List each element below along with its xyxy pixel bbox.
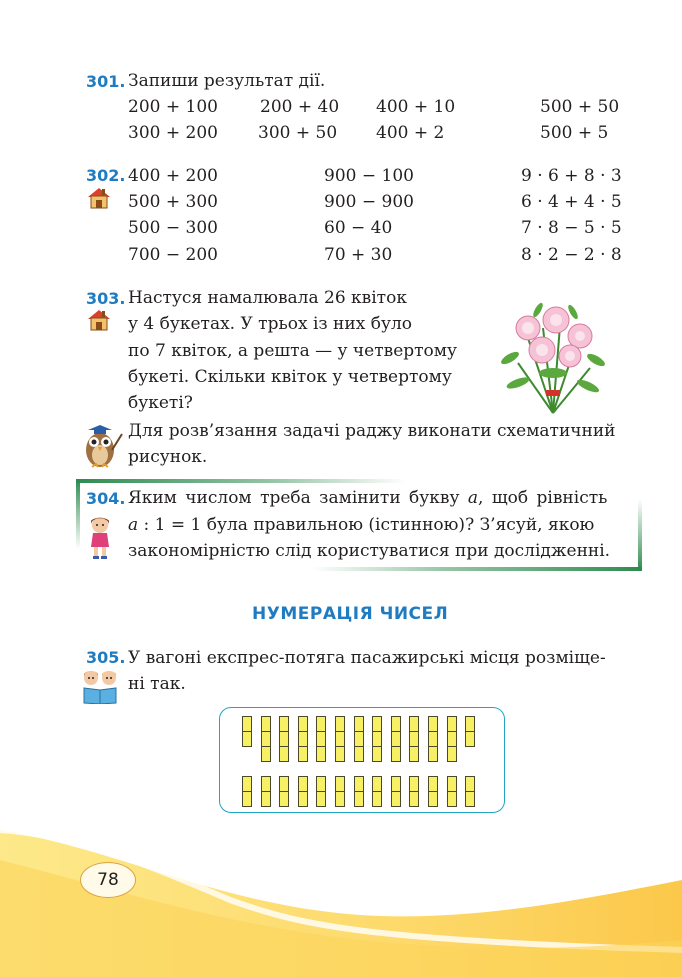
passenger-seat xyxy=(316,716,326,732)
passenger-seat xyxy=(465,776,475,792)
passenger-seat xyxy=(261,716,271,732)
passenger-seat xyxy=(409,731,419,747)
passenger-seat xyxy=(298,791,308,807)
passenger-seat xyxy=(391,791,401,807)
ex303-line: у 4 букетах. У трьох із них було xyxy=(128,314,412,334)
passenger-seat xyxy=(354,791,364,807)
flower-bouquet-illustration xyxy=(498,298,608,416)
ex303-hint: Для розв’язання задачі раджу виконати схематичний xyxy=(128,421,616,441)
exercise-305-number: 305. xyxy=(86,648,126,667)
passenger-seat xyxy=(447,731,457,747)
passenger-seat xyxy=(447,716,457,732)
ex304-text: , щоб рівність xyxy=(478,488,608,508)
passenger-seat xyxy=(428,776,438,792)
passenger-seat xyxy=(428,731,438,747)
ex303-line: букеті? xyxy=(128,393,193,413)
exercise-301-title: Запиши результат дії. xyxy=(128,71,326,91)
ex304-variable: а xyxy=(128,515,139,535)
ex301-expr: 500 + 50 xyxy=(540,97,620,117)
passenger-seat xyxy=(372,731,382,747)
ex303-line: Настуся намалювала 26 квіток xyxy=(128,288,407,308)
ex303-line: по 7 квіток, а решта — у четвертому xyxy=(128,341,458,361)
ex301-expr: 400 + 2 xyxy=(376,123,445,143)
ex302-expr: 7 · 8 − 5 · 5 xyxy=(521,218,622,238)
ex302-expr: 500 − 300 xyxy=(128,218,218,238)
passenger-seat xyxy=(279,746,289,762)
passenger-seat xyxy=(447,746,457,762)
passenger-seat xyxy=(409,746,419,762)
passenger-seat xyxy=(242,716,252,732)
ex305-line: У вагоні експрес-потяга пасажирські місця розміще- xyxy=(128,648,606,668)
ex302-expr: 700 − 200 xyxy=(128,245,218,265)
owl-teacher-icon xyxy=(80,420,124,470)
ex304-variable: а xyxy=(467,488,479,508)
passenger-seat xyxy=(261,776,271,792)
passenger-seat xyxy=(298,746,308,762)
section-heading: НУМЕРАЦІЯ ЧИСЕЛ xyxy=(252,604,449,624)
passenger-seat xyxy=(354,716,364,732)
exercise-302-number: 302. xyxy=(86,166,126,185)
passenger-seat xyxy=(242,791,252,807)
passenger-seat xyxy=(316,791,326,807)
ex304-text: : 1 = 1 була правильною (істинною)? З’ясуй, якою xyxy=(138,515,595,535)
ex301-expr: 200 + 40 xyxy=(260,97,340,117)
passenger-seat xyxy=(261,746,271,762)
ex301-expr: 300 + 50 xyxy=(258,123,338,143)
ex301-expr: 300 + 200 xyxy=(128,123,218,143)
passenger-seat xyxy=(428,716,438,732)
exercise-301-number: 301. xyxy=(86,72,126,91)
passenger-seat xyxy=(279,791,289,807)
ex302-expr: 500 + 300 xyxy=(128,192,218,212)
passenger-seat xyxy=(372,746,382,762)
girl-researcher-icon xyxy=(88,515,112,561)
ex304-line-1 xyxy=(128,488,607,508)
passenger-seat xyxy=(409,791,419,807)
ex301-expr: 500 + 5 xyxy=(540,123,609,143)
passenger-seat xyxy=(261,791,271,807)
passenger-seat xyxy=(316,731,326,747)
passenger-seat xyxy=(316,776,326,792)
ex303-hint: рисунок. xyxy=(128,447,208,467)
exercise-303-number: 303. xyxy=(86,289,126,308)
passenger-seat xyxy=(428,746,438,762)
passenger-seat xyxy=(391,716,401,732)
passenger-seat xyxy=(372,716,382,732)
passenger-seat xyxy=(428,791,438,807)
kids-reading-icon xyxy=(80,668,120,704)
passenger-seat xyxy=(391,776,401,792)
ex305-line: ні так. xyxy=(128,674,186,694)
passenger-seat xyxy=(316,746,326,762)
passenger-seat xyxy=(279,776,289,792)
ex302-expr: 400 + 200 xyxy=(128,166,218,186)
passenger-seat xyxy=(242,776,252,792)
passenger-seat xyxy=(298,716,308,732)
passenger-seat xyxy=(447,791,457,807)
passenger-seat xyxy=(354,776,364,792)
passenger-seat xyxy=(372,776,382,792)
passenger-seat xyxy=(279,731,289,747)
passenger-seat xyxy=(409,716,419,732)
ex303-line: букеті. Скільки квіток у четвертому xyxy=(128,367,452,387)
ex301-expr: 200 + 100 xyxy=(128,97,218,117)
ex304-line-3: закономірністю слід користуватися при дослідженні. xyxy=(128,541,611,561)
passenger-seat xyxy=(242,731,252,747)
passenger-seat xyxy=(354,731,364,747)
passenger-seat xyxy=(279,716,289,732)
passenger-seat xyxy=(298,731,308,747)
home-icon xyxy=(86,308,112,332)
passenger-seat xyxy=(372,791,382,807)
passenger-seat xyxy=(447,776,457,792)
ex304-text: Яким числом треба замінити букву xyxy=(128,488,468,508)
exercise-304-number: 304. xyxy=(86,489,126,508)
home-icon xyxy=(86,186,112,210)
ex302-expr: 8 · 2 − 2 · 8 xyxy=(521,245,622,265)
passenger-seat xyxy=(335,776,345,792)
passenger-seat xyxy=(354,746,364,762)
ex302-expr: 6 · 4 + 4 · 5 xyxy=(521,192,622,212)
ex302-expr: 900 − 100 xyxy=(324,166,414,186)
passenger-seat xyxy=(335,731,345,747)
page-number: 78 xyxy=(80,862,136,898)
passenger-seat xyxy=(261,731,271,747)
ex302-expr: 9 · 6 + 8 · 3 xyxy=(521,166,622,186)
passenger-seat xyxy=(391,731,401,747)
ex304-line-2 xyxy=(128,515,594,535)
ex301-expr: 400 + 10 xyxy=(376,97,456,117)
passenger-seat xyxy=(335,716,345,732)
passenger-seat xyxy=(465,716,475,732)
ex302-expr: 60 − 40 xyxy=(324,218,393,238)
passenger-seat xyxy=(298,776,308,792)
passenger-seat xyxy=(335,746,345,762)
passenger-seat xyxy=(391,746,401,762)
passenger-seat xyxy=(465,791,475,807)
passenger-seat xyxy=(465,731,475,747)
passenger-seat xyxy=(335,791,345,807)
ex302-expr: 70 + 30 xyxy=(324,245,393,265)
passenger-seat xyxy=(409,776,419,792)
ex302-expr: 900 − 900 xyxy=(324,192,414,212)
